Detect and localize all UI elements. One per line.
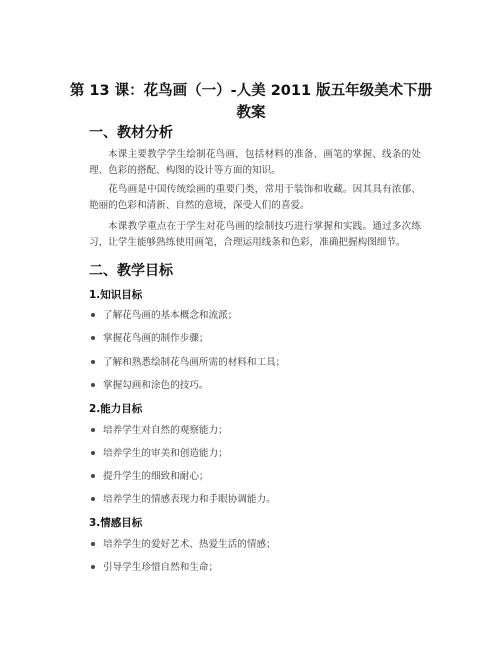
- bullet-icon: [91, 565, 95, 569]
- list-item: 培养学生对自然的观察能力；: [91, 424, 228, 438]
- bullet-icon: [91, 360, 95, 364]
- bullet-icon: [91, 313, 95, 317]
- paragraph-1: 本课主要教学学生绘制花鸟画，包括材料的准备、画笔的掌握、线条的处理、色彩的搭配、构图的设计等方面的知识。: [89, 149, 421, 176]
- list-item: 掌握花鸟画的制作步骤；: [91, 332, 209, 346]
- list-item: 培养学生的审美和创造能力；: [91, 447, 228, 461]
- bullet-icon: [91, 451, 95, 455]
- list-item: 培养学生的情感表现力和手眼协调能力。: [91, 493, 276, 507]
- bullet-icon: [91, 428, 95, 432]
- title-line-2: 教案: [236, 105, 266, 121]
- section-heading-analysis: 一、教材分析: [89, 125, 173, 141]
- subsection-heading-emotion: 3.情感目标: [89, 517, 143, 529]
- paragraph-3: 本课教学重点在于学生对花鸟画的绘制技巧进行掌握和实践。通过多次练习，让学生能够熟练使用画笔，合理运用线条和色彩，准确把握构图细节。: [89, 221, 421, 248]
- list-item: 了解花鸟画的基本概念和流派；: [91, 309, 237, 323]
- title-line-1: 第 13 课：花鸟画（一）-人美 2011 版五年级美术下册: [69, 83, 433, 99]
- subsection-heading-ability: 2.能力目标: [89, 403, 143, 415]
- list-item: 掌握勾画和涂色的技巧。: [91, 379, 209, 393]
- paragraph-2: 花鸟画是中国传统绘画的重要门类，常用于装饰和收藏。因其具有浓郁、艳丽的色彩和清新、自然的意境，深受人们的喜爱。: [89, 184, 421, 211]
- section-heading-objectives: 二、教学目标: [89, 263, 173, 279]
- bullet-icon: [91, 474, 95, 478]
- subsection-heading-knowledge: 1.知识目标: [89, 289, 143, 301]
- document-title: [60, 80, 442, 124]
- bullet-icon: [91, 383, 95, 387]
- bullet-icon: [91, 497, 95, 501]
- list-item: 引导学生珍惜自然和生命；: [91, 561, 218, 575]
- list-item: 培养学生的爱好艺术、热爱生活的情感；: [91, 538, 276, 552]
- list-item: 提升学生的细致和耐心；: [91, 470, 209, 484]
- bullet-icon: [91, 542, 95, 546]
- bullet-icon: [91, 336, 95, 340]
- list-item: 了解和熟悉绘制花鸟画所需的材料和工具；: [91, 356, 285, 370]
